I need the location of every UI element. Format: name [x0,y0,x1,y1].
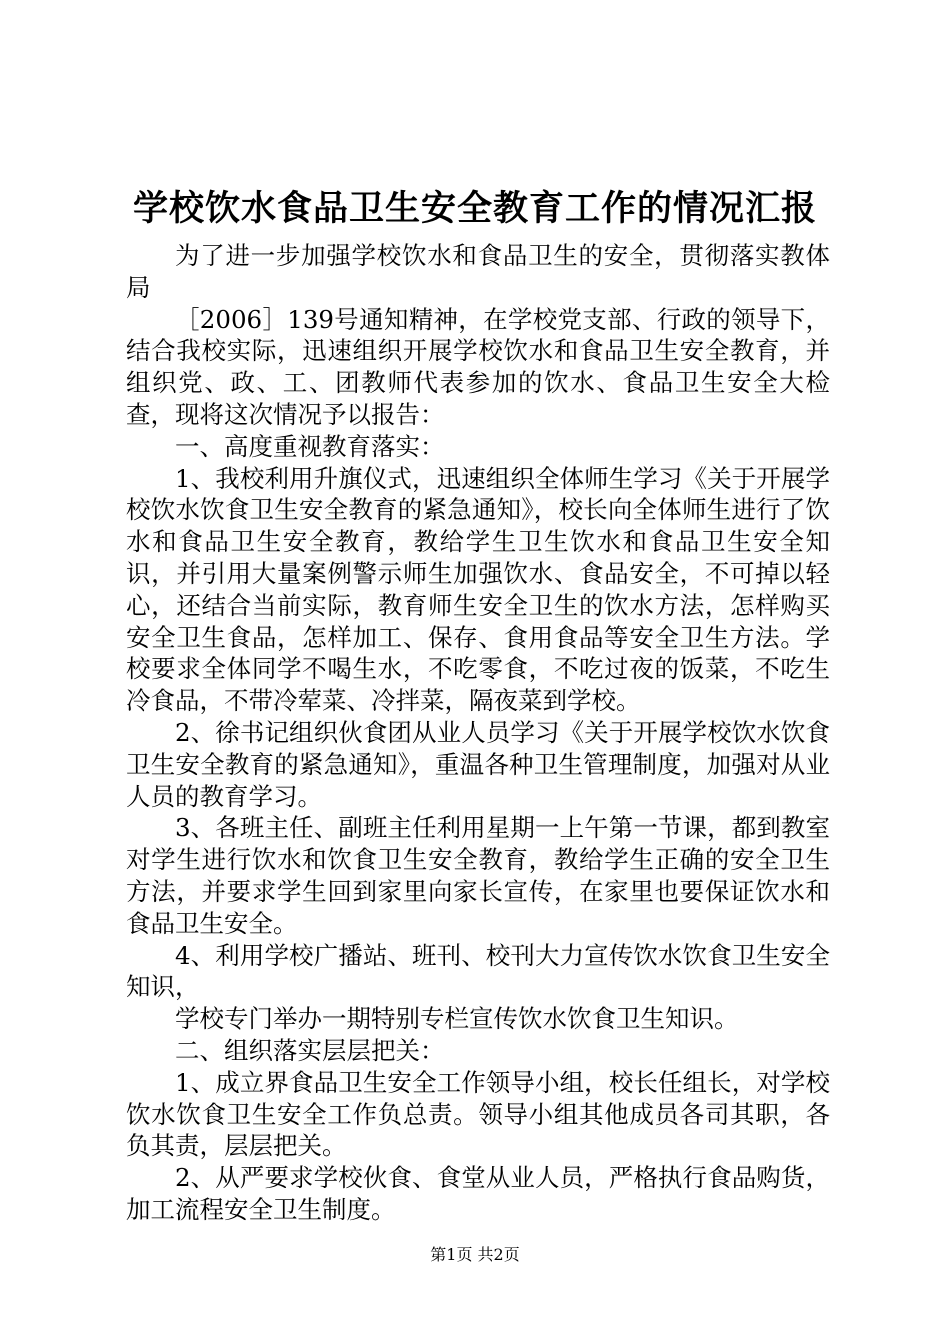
paragraph: 1、成立界食品卫生安全工作领导小组，校长任组长，对学校饮水饮食卫生安全工作负总责。领导小组其他成员各司其职，各负其责，层层把关。 [126,1067,830,1161]
paragraph: 为了进一步加强学校饮水和食品卫生的安全，贯彻落实教体局 [126,241,830,302]
paragraph: 3、各班主任、副班主任利用星期一上午第一节课，都到教室对学生进行饮水和饮食卫生安全教育，教给学生正确的安全卫生方法，并要求学生回到家里向家长宣传，在家里也要保证饮水和食品卫生安全。 [126,813,830,938]
section-heading: 二、组织落实层层把关： [175,1035,445,1065]
paragraph: 学校专门举办一期特别专栏宣传饮水饮食卫生知识。 [175,1004,739,1034]
section-heading: 一、高度重视教育落实： [175,431,445,461]
document-title: 学校饮水食品卫生安全教育工作的情况汇报 [132,188,817,229]
page-footer: 第1页 共2页 [430,1245,520,1264]
paragraph: 2、从严要求学校伙食、食堂从业人员，严格执行食品购货，加工流程安全卫生制度。 [126,1163,830,1224]
paragraph: 2、徐书记组织伙食团从业人员学习《关于开展学校饮水饮食卫生安全教育的紧急通知》，重温各种卫生管理制度，加强对从业人员的教育学习。 [126,717,830,811]
paragraph: 4、利用学校广播站、班刊、校刊大力宣传饮水饮食卫生安全知识， [126,940,830,1002]
document-body [126,240,830,1226]
paragraph: 1、我校利用升旗仪式，迅速组织全体师生学习《关于开展学校饮水饮食卫生安全教育的紧急通知》，校长向全体师生进行了饮水和食品卫生安全教育，教给学生卫生饮水和食品卫生安全知识，并引用大量案例警示师生加强饮水、食品安全，不可掉以轻心，还结合当前实际，教育师生安全卫生的饮水方法，怎样购买安全卫生食品，怎样加工、保存、食用食品等安全卫生方法。学校要求全体同学不喝生水，不吃零食，不吃过夜的饭菜，不吃生冷食品，不带冷荤菜、冷拌菜，隔夜菜到学校。 [126,463,830,716]
paragraph: ［2006］139号通知精神，在学校党支部、行政的领导下，结合我校实际，迅速组织开展学校饮水和食品卫生安全教育，并组织党、政、工、团教师代表参加的饮水、食品卫生安全大检查，现将这次情况予以报告： [126,304,830,429]
